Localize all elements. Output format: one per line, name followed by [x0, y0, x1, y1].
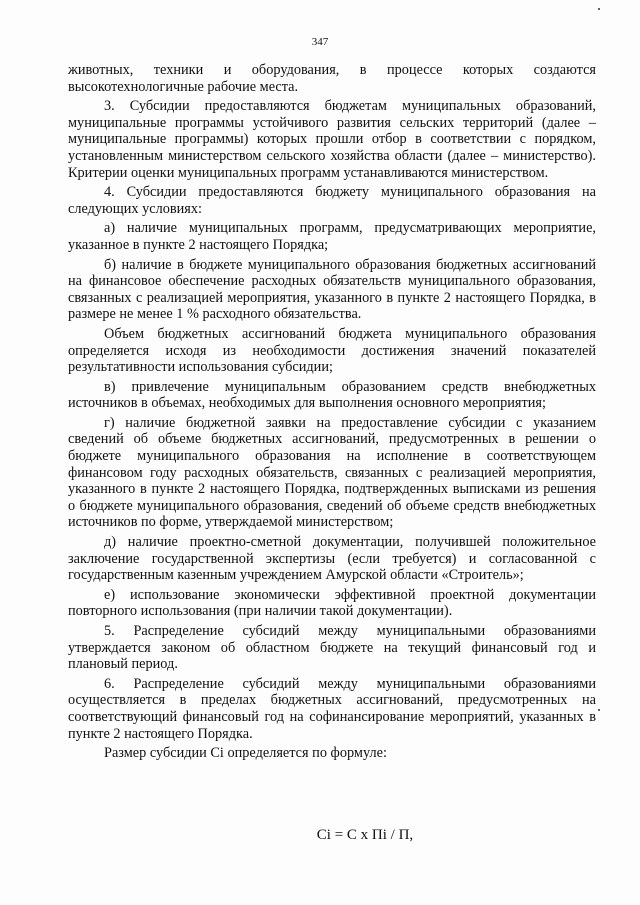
document-body — [68, 62, 596, 765]
paragraph: в) привлечение муниципальным образованием средств внебюджетных источников в объемах, необходимых для выполнения основного мероприятия; — [68, 378, 596, 412]
paragraph: 6. Распределение субсидий между муниципальными образованиями осуществляется в пределах бюджетных ассигнований, предусмотренных на соответствующий финансовый год на софинансирование мероприятий, указанных в пункте 2 настоящего Порядка. — [68, 675, 596, 742]
paragraph: е) использование экономически эффективной проектной документации повторного использования (при наличии такой документации). — [68, 586, 596, 620]
paragraph: Размер субсидии Сi определяется по формуле: — [104, 745, 387, 762]
paragraph: животных, техники и оборудования, в процессе которых создаются высокотехнологичные рабочие места. — [68, 62, 596, 95]
paragraph: 4. Субсидии предоставляются бюджету муниципального образования на следующих условиях: — [68, 184, 596, 217]
paragraph: Объем бюджетных ассигнований бюджета муниципального образования определяется исходя из необходимости достижения значений показателей результативности использования субсидии; — [68, 325, 596, 376]
page-number: 347 — [311, 36, 329, 48]
paragraph: а) наличие муниципальных программ, предусматривающих мероприятие, указанное в пункте 2 настоящего Порядка; — [68, 220, 596, 253]
subsidy-formula: Сi = С х Пi / П, — [316, 827, 414, 843]
paragraph: д) наличие проектно-сметной документации, получившей положительное заключение государственной экспертизы (если требуется) и согласованной с государственным казенным учреждением Амурской области «Строитель»; — [68, 534, 596, 584]
paragraph: 3. Субсидии предоставляются бюджетам муниципальных образований, муниципальные программы устойчивого развития сельских территорий (далее – муниципальные программы) которых прошли отбор в соответствии с порядком, установленным министерством сельского хозяйства области (далее – министерство). Критерии оценки муниципальных программ устанавливаются министерством. — [68, 98, 596, 181]
paragraph: г) наличие бюджетной заявки на предоставление субсидии с указанием сведений об объеме бюджетных ассигнований, предусмотренных в решении о бюджете муниципального образования на исполнение в соответствующем финансовом году расходных обязательств, связанных с реализацией мероприятия, указанного в пункте 2 настоящего Порядка, подтвержденных выписками из решения о бюджете муниципального образования, сведений об объеме средств внебюджетных источников по форме, утверждаемой министерством; — [68, 414, 596, 531]
paragraph: б) наличие в бюджете муниципального образования бюджетных ассигнований на финансовое обеспечение расходных обязательств муниципального образования, связанных с реализацией мероприятия, указанного в пункте 2 настоящего Порядка, в размере не менее 1 % расходного обязательства. — [68, 256, 596, 323]
scan-speck — [598, 8, 600, 10]
scan-speck — [598, 709, 600, 711]
paragraph: 5. Распределение субсидий между муниципальными образованиями утверждается законом об областном бюджете на текущий финансовый год и плановый период. — [68, 623, 596, 673]
